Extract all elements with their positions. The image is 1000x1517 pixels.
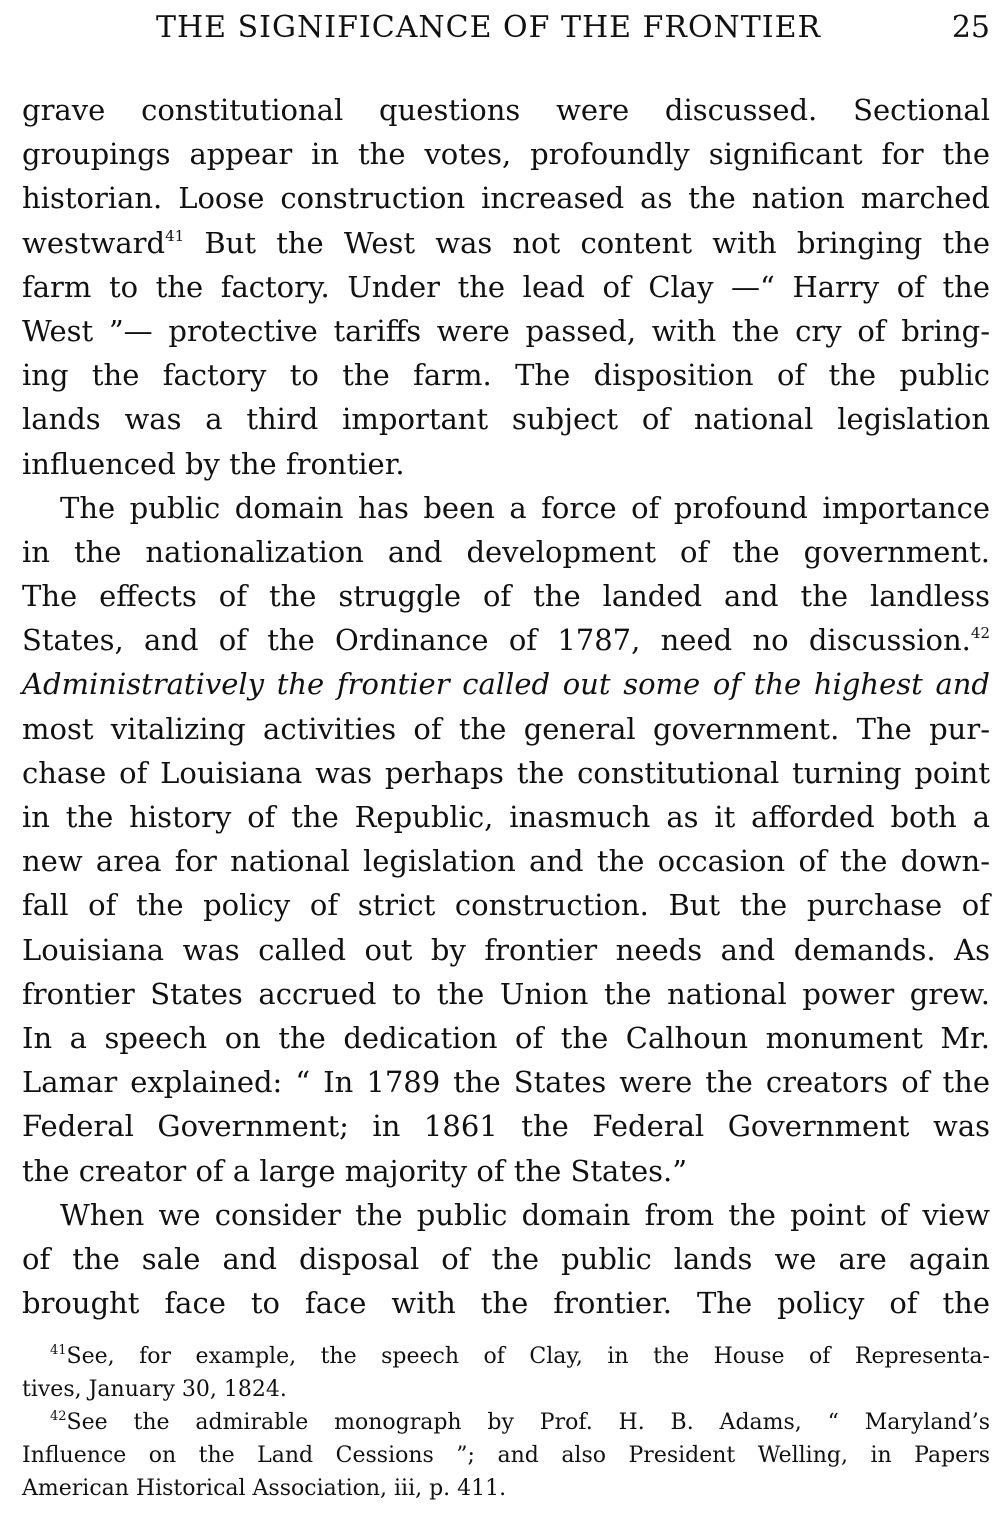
- text-fragment: But the West was not content with bringing the: [204, 225, 991, 260]
- text-line: new area for national legislation and the occasion of the down-: [22, 844, 990, 879]
- text-line: groupings appear in the votes, profoundly significant for the: [22, 137, 990, 172]
- text-line: In a speech on the dedication of the Calhoun monument Mr.: [22, 1020, 990, 1055]
- text-line: [22, 618, 990, 662]
- footnote-text: See the admirable monograph by Prof. H. B. Adams, “ Maryland’s: [66, 1410, 990, 1435]
- text-line: Louisiana was called out by frontier needs and demands. As: [22, 932, 990, 967]
- text-line: the creator of a large majority of the States.”: [22, 1153, 688, 1188]
- footnote-42-line: Influence on the Land Cessions ”; and also President Welling, in Papers: [22, 1443, 990, 1468]
- text-line: in the nationalization and development of the government.: [22, 534, 990, 569]
- text-line: chase of Louisiana was perhaps the constitutional turning point: [22, 755, 990, 790]
- footnotes: [22, 1340, 990, 1505]
- body-text: [22, 88, 990, 1325]
- text-line: fall of the policy of strict construction. But the purchase of: [22, 888, 990, 923]
- footnote-42-line: [22, 1406, 990, 1439]
- footnote-41-line: [22, 1340, 990, 1373]
- text-line: frontier States accrued to the Union the national power grew.: [22, 976, 990, 1011]
- text-line: in the history of the Republic, inasmuch as it afforded both a: [22, 800, 990, 834]
- text-line: When we consider the public domain from the point of view: [60, 1197, 990, 1232]
- text-line: West ”— protective tariffs were passed, with the cry of bring-: [22, 313, 990, 348]
- footnote-ref-42: 42: [970, 624, 990, 643]
- footnote-text: See, for example, the speech of Clay, in the House of Representa-: [66, 1344, 990, 1369]
- page-header: [22, 8, 990, 48]
- text-line: lands was a third important subject of national legislation: [22, 402, 990, 437]
- westward-word: westward: [22, 225, 166, 260]
- text-line: Federal Government; in 1861 the Federal Government was: [22, 1109, 990, 1144]
- running-title: THE SIGNIFICANCE OF THE FRONTIER: [156, 10, 822, 45]
- text-line-italic: Administratively the frontier called out some of the highest and: [22, 667, 990, 702]
- text-line: Lamar explained: “ In 1789 the States were the creators of the: [22, 1065, 990, 1100]
- text-line: farm to the factory. Under the lead of Clay —“ Harry of the: [22, 269, 990, 304]
- text-line: The effects of the struggle of the landed and the landless: [22, 579, 990, 614]
- text-line: The public domain has been a force of profound importance: [60, 490, 990, 525]
- footnote-marker-42: 42: [50, 1409, 67, 1424]
- text-line: of the sale and disposal of the public lands we are again: [22, 1241, 990, 1276]
- page-number: 25: [951, 10, 990, 45]
- text-line: [22, 221, 990, 265]
- text-line: ing the factory to the farm. The disposition of the public: [22, 358, 990, 393]
- footnote-41-line: tives, January 30, 1824.: [22, 1377, 287, 1402]
- footnote-ref-41: 41: [165, 226, 185, 245]
- text-line: brought face to face with the frontier. The policy of the: [22, 1286, 990, 1321]
- text-fragment: States, and of the Ordinance of 1787, need no discussion.: [22, 623, 971, 658]
- footnote-marker-41: 41: [50, 1343, 67, 1358]
- text-line: historian. Loose construction increased as the nation marched: [22, 181, 990, 216]
- text-line: influenced by the frontier.: [22, 446, 405, 481]
- text-line: grave constitutional questions were discussed. Sectional: [22, 93, 990, 127]
- footnote-42-line: American Historical Association, iii, p. 411.: [22, 1476, 507, 1501]
- text-line: most vitalizing activities of the general government. The pur-: [22, 711, 990, 746]
